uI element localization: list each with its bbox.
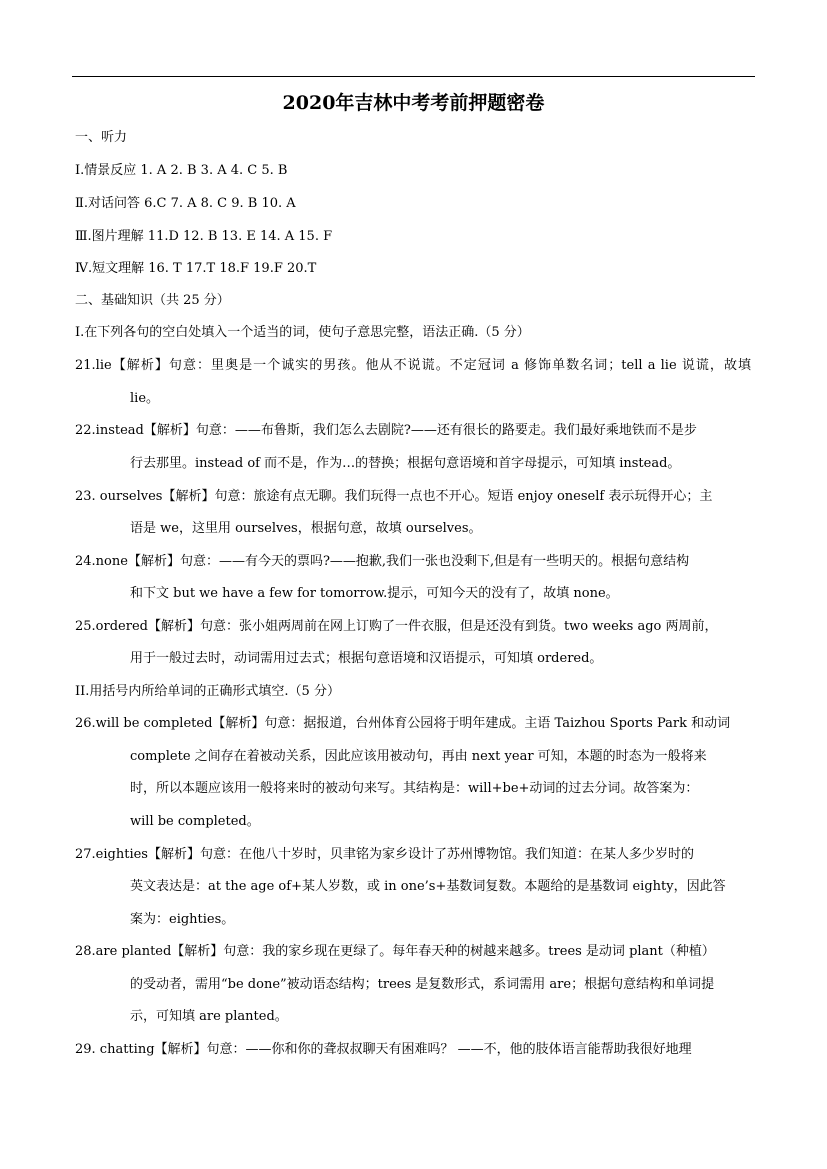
answer-line: 25.ordered【解析】句意：张小姐两周前在网上订购了一件衣服，但是还没有到货。two weeks ago 两周前， bbox=[75, 619, 718, 634]
answer-continuation: 案为：eighties。 bbox=[130, 912, 235, 927]
answer-line: 29. chatting【解析】句意：——你和你的聋叔叔聊天有困难吗？ ——不，他的肢体语言能帮助我很好地理 bbox=[75, 1042, 692, 1057]
answer-continuation: complete 之间存在着被动关系，因此应该用被动句，再由 next year 可知，本题的时态为一般将来 bbox=[130, 749, 707, 764]
answer-line: 21.lie【解析】句意：里奥是一个诚实的男孩。他从不说谎。不定冠词 a 修饰单数名词；tell a lie 说谎，故填 bbox=[75, 358, 751, 373]
answer-line: 27.eighties【解析】句意：在他八十岁时，贝聿铭为家乡设计了苏州博物馆。我们知道：在某人多少岁时的 bbox=[75, 847, 694, 862]
answer-line: I.情景反应 1. A 2. B 3. A 4. C 5. B bbox=[75, 163, 288, 178]
answer-continuation: 和下文 but we have a few for tomorrow.提示，可知今天的没有了，故填 none。 bbox=[130, 586, 619, 601]
answer-continuation: 示，可知填 are planted。 bbox=[130, 1009, 288, 1024]
header-rule bbox=[72, 76, 755, 77]
answer-continuation: 语是 we，这里用 ourselves，根据句意，故填 ourselves。 bbox=[130, 521, 482, 536]
section-heading: 一、听力 bbox=[75, 130, 128, 145]
answer-line: 26.will be completed【解析】句意：据报道，台州体育公园将于明年建成。主语 Taizhou Sports Park 和动词 bbox=[75, 716, 731, 731]
answer-line: Ⅳ.短文理解 16. T 17.T 18.F 19.F 20.T bbox=[75, 261, 317, 276]
answer-line: 24.none【解析】句意：——有今天的票吗?——抱歉,我们一张也没剩下,但是有一些明天的。根据句意结构 bbox=[75, 554, 690, 569]
answer-line: 22.instead【解析】句意：——布鲁斯，我们怎么去剧院?——还有很长的路要走。我们最好乘地铁而不是步 bbox=[75, 423, 697, 438]
instruction-line: II.用括号内所给单词的正确形式填空.（5 分） bbox=[75, 684, 340, 699]
answer-continuation: 英文表达是：at the age of+某人岁数，或 in one’s+基数词复数。本题给的是基数词 eighty，因此答 bbox=[130, 879, 726, 894]
answer-line: Ⅱ.对话问答 6.C 7. A 8. C 9. B 10. A bbox=[75, 196, 296, 211]
answer-continuation: 用于一般过去时，动词需用过去式；根据句意语境和汉语提示，可知填 ordered。 bbox=[130, 651, 603, 666]
instruction-line: I.在下列各句的空白处填入一个适当的词，使句子意思完整，语法正确.（5 分） bbox=[75, 325, 530, 340]
answer-continuation: will be completed。 bbox=[130, 814, 260, 829]
answer-continuation: 行去那里。instead of 而不是，作为…的替换；根据句意语境和首字母提示，可知填 instead。 bbox=[130, 456, 681, 471]
answer-continuation: 的受动者，需用“be done”被动语态结构；trees 是复数形式，系词需用 are；根据句意结构和单词提 bbox=[130, 977, 715, 992]
answer-line: 28.are planted【解析】句意：我的家乡现在更绿了。每年春天种的树越来越多。trees 是动词 plant（种植） bbox=[75, 944, 715, 959]
answer-line: Ⅲ.图片理解 11.D 12. B 13. E 14. A 15. F bbox=[75, 229, 333, 244]
section-heading: 二、基础知识（共 25 分） bbox=[75, 293, 230, 308]
page-title: 2020年吉林中考考前押题密卷 bbox=[282, 92, 545, 114]
answer-continuation: 时，所以本题应该用一般将来时的被动句来写。其结构是：will+be+动词的过去分词。故答案为： bbox=[130, 781, 699, 796]
answer-continuation: lie。 bbox=[130, 391, 160, 406]
answer-line: 23. ourselves【解析】句意：旅途有点无聊。我们玩得一点也不开心。短语 enjoy oneself 表示玩得开心；主 bbox=[75, 489, 713, 504]
